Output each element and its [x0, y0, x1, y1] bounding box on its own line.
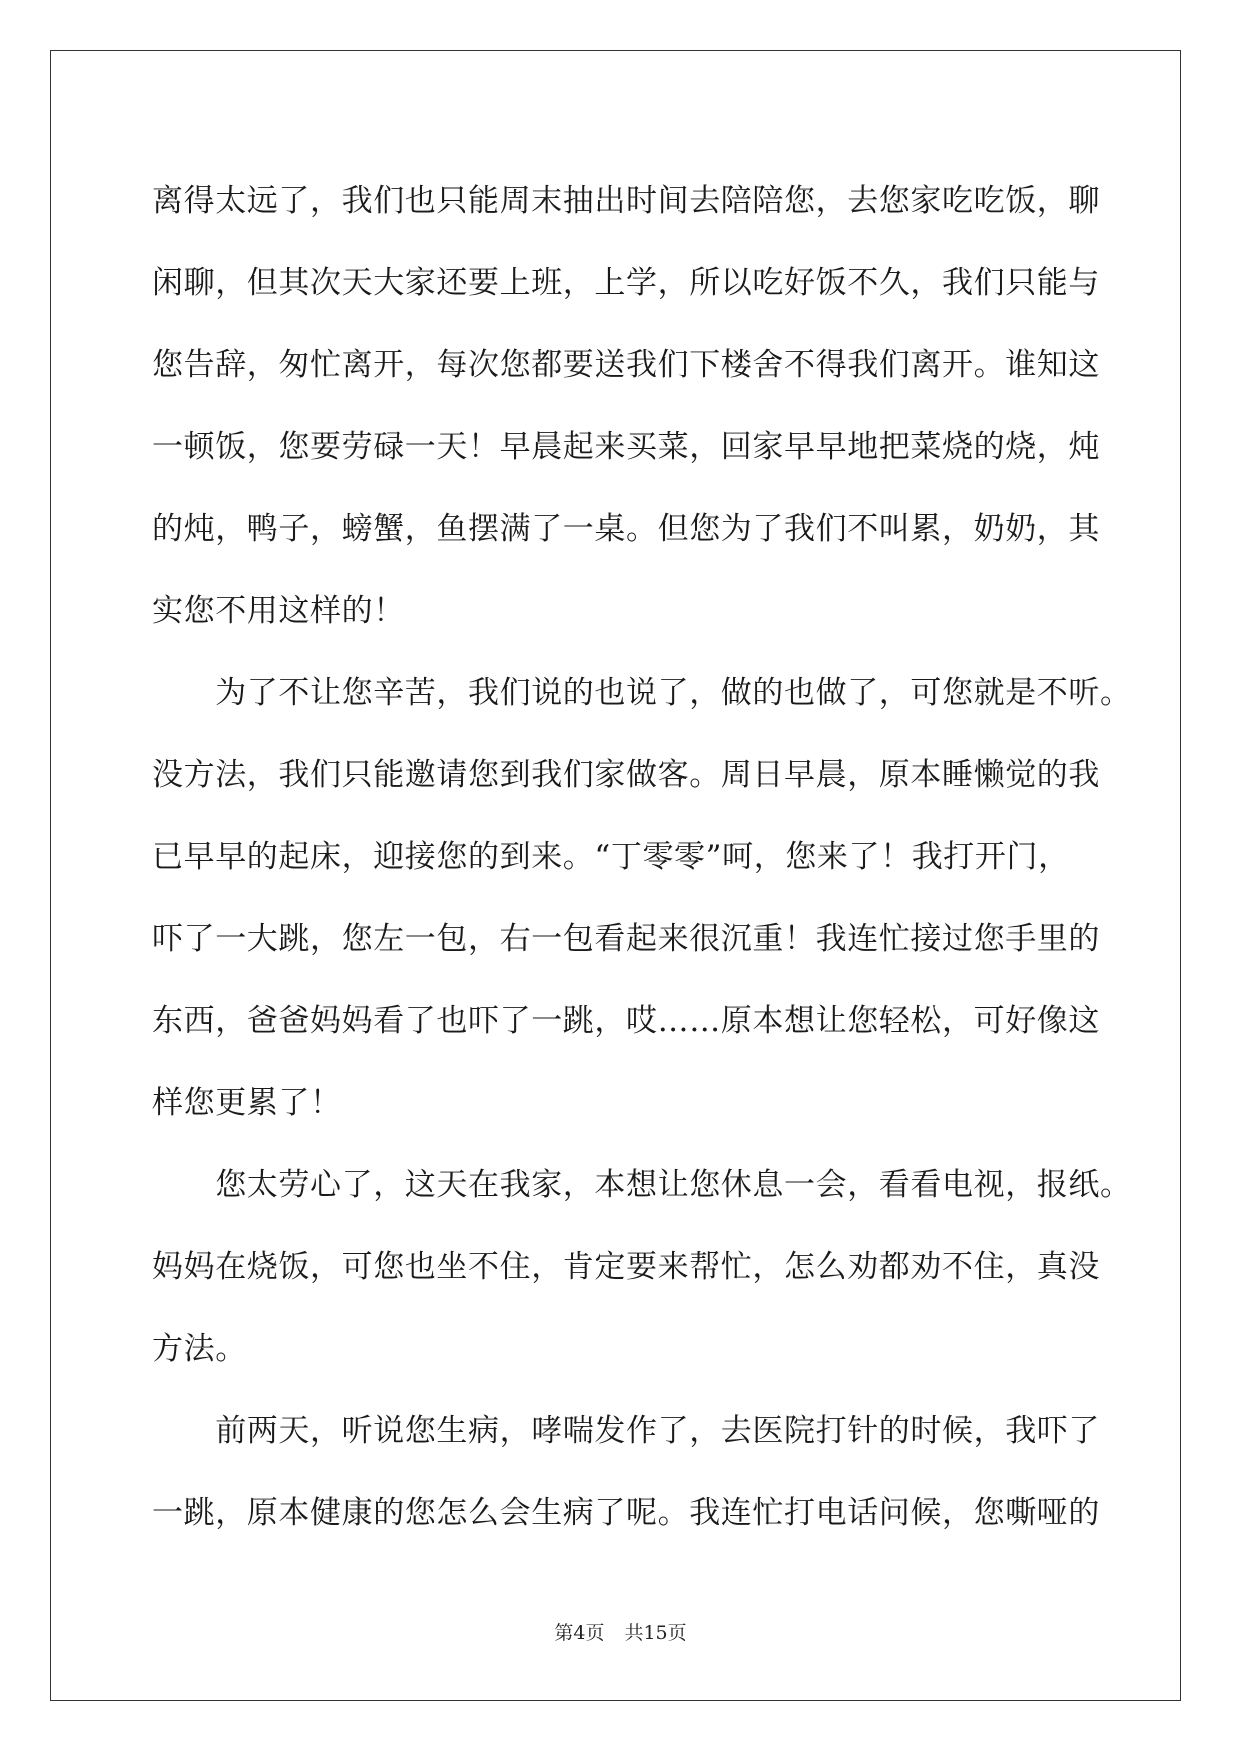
text-line: 东西，爸爸妈妈看了也吓了一跳，哎……原本想让您轻松，可好像这	[152, 1003, 1100, 1039]
document-body	[152, 160, 1132, 1554]
text-line: 样您更累了！	[152, 1085, 342, 1121]
text-line: 为了不让您辛苦，我们说的也说了，做的也做了，可您就是不听。	[152, 675, 1132, 711]
current-page-number: 第4页	[554, 1622, 605, 1644]
text-line: 一跳，原本健康的您怎么会生病了呢。我连忙打电话问候，您嘶哑的	[152, 1495, 1100, 1531]
total-pages: 共15页	[624, 1622, 687, 1644]
text-line: 您太劳心了，这天在我家，本想让您休息一会，看看电视，报纸。	[152, 1167, 1132, 1203]
page-footer	[0, 1618, 1241, 1645]
text-line: 您告辞，匆忙离开，每次您都要送我们下楼舍不得我们离开。谁知这	[152, 347, 1100, 383]
text-line: 的炖，鸭子，螃蟹，鱼摆满了一桌。但您为了我们不叫累，奶奶，其	[152, 511, 1100, 547]
text-line: 离得太远了，我们也只能周末抽出时间去陪陪您，去您家吃吃饭，聊	[152, 183, 1100, 219]
text-line: 方法。	[152, 1331, 247, 1367]
text-line: 妈妈在烧饭，可您也坐不住，肯定要来帮忙，怎么劝都劝不住，真没	[152, 1249, 1100, 1285]
text-line: 实您不用这样的！	[152, 593, 405, 629]
text-line: 已早早的起床，迎接您的到来。“丁零零”呵，您来了！我打开门，	[152, 839, 1070, 875]
text-line: 闲聊，但其次天大家还要上班，上学，所以吃好饭不久，我们只能与	[152, 265, 1100, 301]
text-line: 一顿饭，您要劳碌一天！早晨起来买菜，回家早早地把菜烧的烧，炖	[152, 429, 1100, 465]
text-line: 吓了一大跳，您左一包，右一包看起来很沉重！我连忙接过您手里的	[152, 921, 1100, 957]
text-line: 没方法，我们只能邀请您到我们家做客。周日早晨，原本睡懒觉的我	[152, 757, 1100, 793]
text-line: 前两天，听说您生病，哮喘发作了，去医院打针的时候，我吓了	[152, 1413, 1100, 1449]
